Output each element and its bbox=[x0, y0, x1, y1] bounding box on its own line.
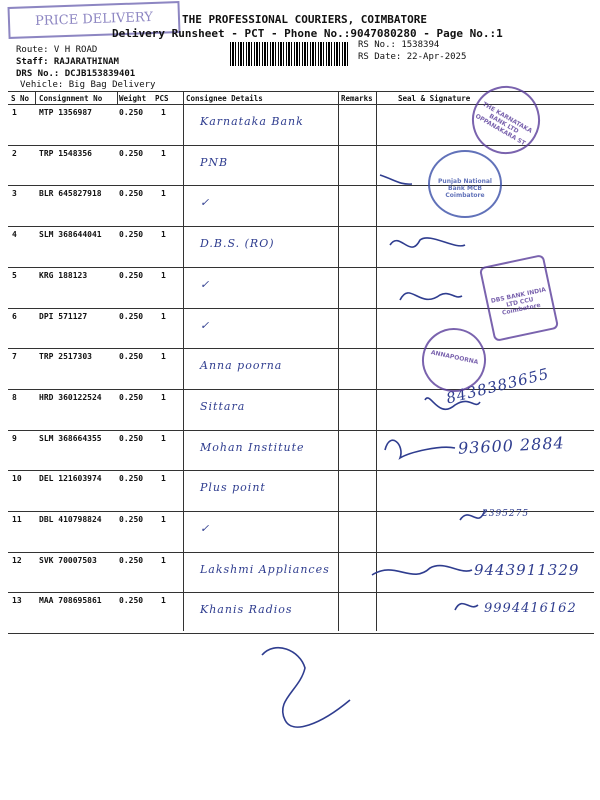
drs-number: DRS No.: DCJB153839401 bbox=[16, 69, 136, 79]
signature bbox=[262, 648, 350, 727]
row-sno: 8 bbox=[12, 392, 17, 402]
row-consignee: Mohan Institute bbox=[200, 440, 305, 454]
row-pcs: 1 bbox=[161, 433, 166, 443]
row-consignee: D.B.S. (RO) bbox=[200, 237, 275, 251]
row-consignment: BLR 645827918 bbox=[39, 189, 102, 199]
row-pcs: 1 bbox=[161, 148, 166, 158]
col-header-sno: S No bbox=[11, 94, 30, 103]
row-sno: 3 bbox=[12, 189, 17, 199]
row-consignment: DBL 410798824 bbox=[39, 515, 102, 524]
row-consignee: Plus point bbox=[200, 481, 266, 495]
row-consignment: DEL 121603974 bbox=[39, 474, 102, 484]
dbs-seal: DBS BANK INDIA LTD CCU Coimbatore bbox=[479, 254, 559, 342]
company-name: THE PROFESSIONAL COURIERS, COIMBATORE bbox=[182, 13, 428, 26]
row-pcs: 1 bbox=[161, 352, 166, 362]
row-sno: 4 bbox=[12, 230, 17, 240]
col-header-seal: Seal & Signature bbox=[398, 94, 471, 103]
row-sno: 13 bbox=[12, 596, 22, 606]
row-weight: 0.250 bbox=[119, 189, 144, 199]
signature bbox=[400, 293, 462, 300]
staff: Staff: RAJARATHINAM bbox=[16, 57, 119, 67]
row-weight: 0.250 bbox=[119, 148, 144, 158]
row-weight: 0.250 bbox=[119, 352, 144, 362]
row-consignee: Lakshmi Appliances bbox=[200, 562, 330, 576]
annapoorna-seal: ANNAPOORNA bbox=[416, 322, 492, 398]
row-weight: 0.250 bbox=[119, 433, 144, 443]
row-sno: 1 bbox=[12, 108, 17, 117]
row-consignment: DPI 571127 bbox=[39, 311, 88, 321]
row-consignee: Khanis Radios bbox=[200, 603, 293, 617]
row-consignee: ✓ bbox=[200, 318, 211, 332]
row-sno: 5 bbox=[12, 270, 17, 280]
signature bbox=[460, 510, 485, 520]
row-sno: 10 bbox=[12, 474, 22, 484]
signature bbox=[372, 566, 472, 575]
row-consignee: ✓ bbox=[200, 196, 211, 210]
row-weight: 0.250 bbox=[119, 108, 144, 117]
row-pcs: 1 bbox=[161, 230, 166, 240]
row-consignment: SLM 368644041 bbox=[39, 230, 102, 240]
row-pcs: 1 bbox=[161, 189, 166, 199]
row-consignee: ✓ bbox=[200, 277, 211, 291]
row-sno: 9 bbox=[12, 433, 17, 443]
col-header-remarks: Remarks bbox=[341, 94, 373, 103]
runsheet-title: Delivery Runsheet - PCT - Phone No.:9047080280 - Page No.:1 bbox=[112, 27, 503, 40]
col-header-weight: Weight bbox=[119, 94, 147, 103]
row-pcs: 1 bbox=[161, 108, 166, 117]
row-sno: 6 bbox=[12, 311, 17, 321]
row-consignment: SVK 70007503 bbox=[39, 555, 97, 565]
row-consignment: MAA 708695861 bbox=[39, 596, 102, 606]
row-pcs: 1 bbox=[161, 555, 166, 565]
handwritten-phone: 8438383655 bbox=[444, 364, 552, 408]
delivery-stamp: PRICE DELIVERY bbox=[7, 1, 180, 39]
vehicle: Vehicle: Big Bag Delivery bbox=[20, 80, 156, 90]
row-consignment: HRD 360122524 bbox=[39, 392, 102, 402]
row-weight: 0.250 bbox=[119, 555, 144, 565]
signature bbox=[380, 175, 412, 184]
row-pcs: 1 bbox=[161, 311, 166, 321]
signature bbox=[390, 238, 465, 247]
row-consignee: Karnataka Bank bbox=[200, 115, 304, 128]
row-consignment: SLM 368664355 bbox=[39, 433, 102, 443]
row-sno: 7 bbox=[12, 352, 17, 362]
handwritten-phone: 9994416162 bbox=[484, 601, 577, 616]
signature bbox=[385, 440, 455, 458]
col-header-consignment: Consignment No bbox=[39, 94, 103, 103]
col-header-consignee: Consignee Details bbox=[186, 94, 263, 103]
row-consignment: TRP 2517303 bbox=[39, 352, 92, 362]
row-consignee: ✓ bbox=[200, 522, 211, 535]
row-pcs: 1 bbox=[161, 474, 166, 484]
route: Route: V H ROAD bbox=[16, 45, 98, 55]
signature bbox=[425, 398, 480, 409]
row-weight: 0.250 bbox=[119, 596, 144, 606]
row-pcs: 1 bbox=[161, 596, 166, 606]
row-weight: 0.250 bbox=[119, 230, 144, 240]
row-pcs: 1 bbox=[161, 392, 166, 402]
row-consignee: Anna poorna bbox=[200, 359, 283, 373]
col-header-pcs: PCS bbox=[155, 94, 169, 103]
row-consignment: TRP 1548356 bbox=[39, 148, 92, 158]
row-sno: 11 bbox=[12, 515, 22, 524]
rs-number: RS No.: 1538394 bbox=[358, 40, 440, 50]
row-weight: 0.250 bbox=[119, 515, 144, 524]
row-sno: 2 bbox=[12, 148, 17, 158]
rs-date: RS Date: 22-Apr-2025 bbox=[358, 52, 467, 62]
handwritten-phone: 2395275 bbox=[482, 509, 530, 519]
handwritten-phone: 93600 2884 bbox=[457, 433, 566, 458]
row-weight: 0.250 bbox=[119, 474, 144, 484]
row-weight: 0.250 bbox=[119, 311, 144, 321]
handwritten-phone: 9443911329 bbox=[474, 561, 580, 579]
row-weight: 0.250 bbox=[119, 270, 144, 280]
signature bbox=[455, 604, 478, 610]
row-pcs: 1 bbox=[161, 270, 166, 280]
row-consignment: MTP 1356987 bbox=[39, 108, 92, 117]
row-consignee: Sittara bbox=[200, 399, 246, 413]
row-sno: 12 bbox=[12, 555, 22, 565]
pnb-seal: Punjab National Bank MCB Coimbatore bbox=[428, 150, 502, 218]
row-consignment: KRG 188123 bbox=[39, 270, 88, 280]
karnataka-bank-seal: THE KARNATAKA BANK LTD OPPANAKARA ST bbox=[460, 74, 553, 167]
row-weight: 0.250 bbox=[119, 392, 144, 402]
row-pcs: 1 bbox=[161, 515, 166, 524]
row-consignee: PNB bbox=[200, 155, 229, 169]
